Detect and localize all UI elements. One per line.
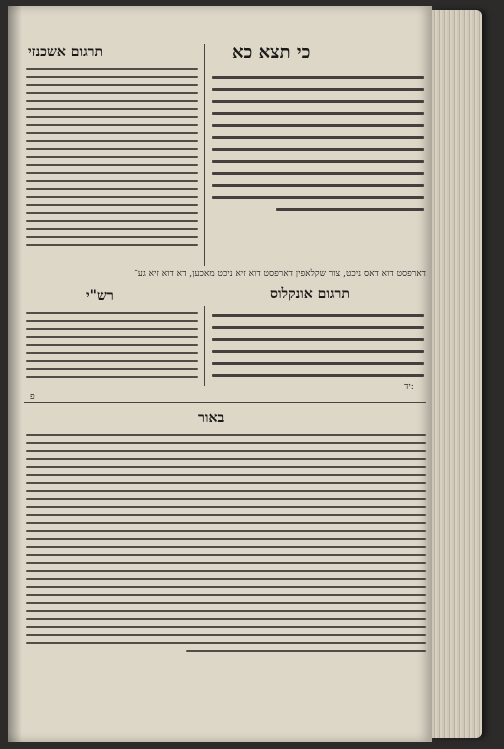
biur-header: באור [198,410,225,426]
biur-text [26,434,426,658]
column-divider-upper [204,44,205,266]
rashi-text [26,312,198,384]
running-header-right: כי תצא כא [232,42,311,63]
gutter-shadow [8,6,22,742]
targum-onkelos-text [212,314,424,386]
targum-onkelos-header: תרגום אונקלוס [270,286,350,302]
running-header-left: תרגום אשכנזי [28,44,104,60]
catchword-line: דארפסט דוא דאס ניכט, צור שקלאפין דארפסט דוא זיא ניכט מאכען, דא דוא זיא גע־ [134,269,426,279]
book-page-edges [432,10,482,738]
footer-mark-right: יד: [404,382,414,392]
column-divider-lower [204,306,205,386]
footer-mark-left: פ [30,392,35,402]
translation-column [26,68,198,252]
rashi-header: רש"י [86,288,114,304]
section-separator [24,402,426,403]
book-page [8,6,432,742]
torah-text-block [212,76,424,220]
